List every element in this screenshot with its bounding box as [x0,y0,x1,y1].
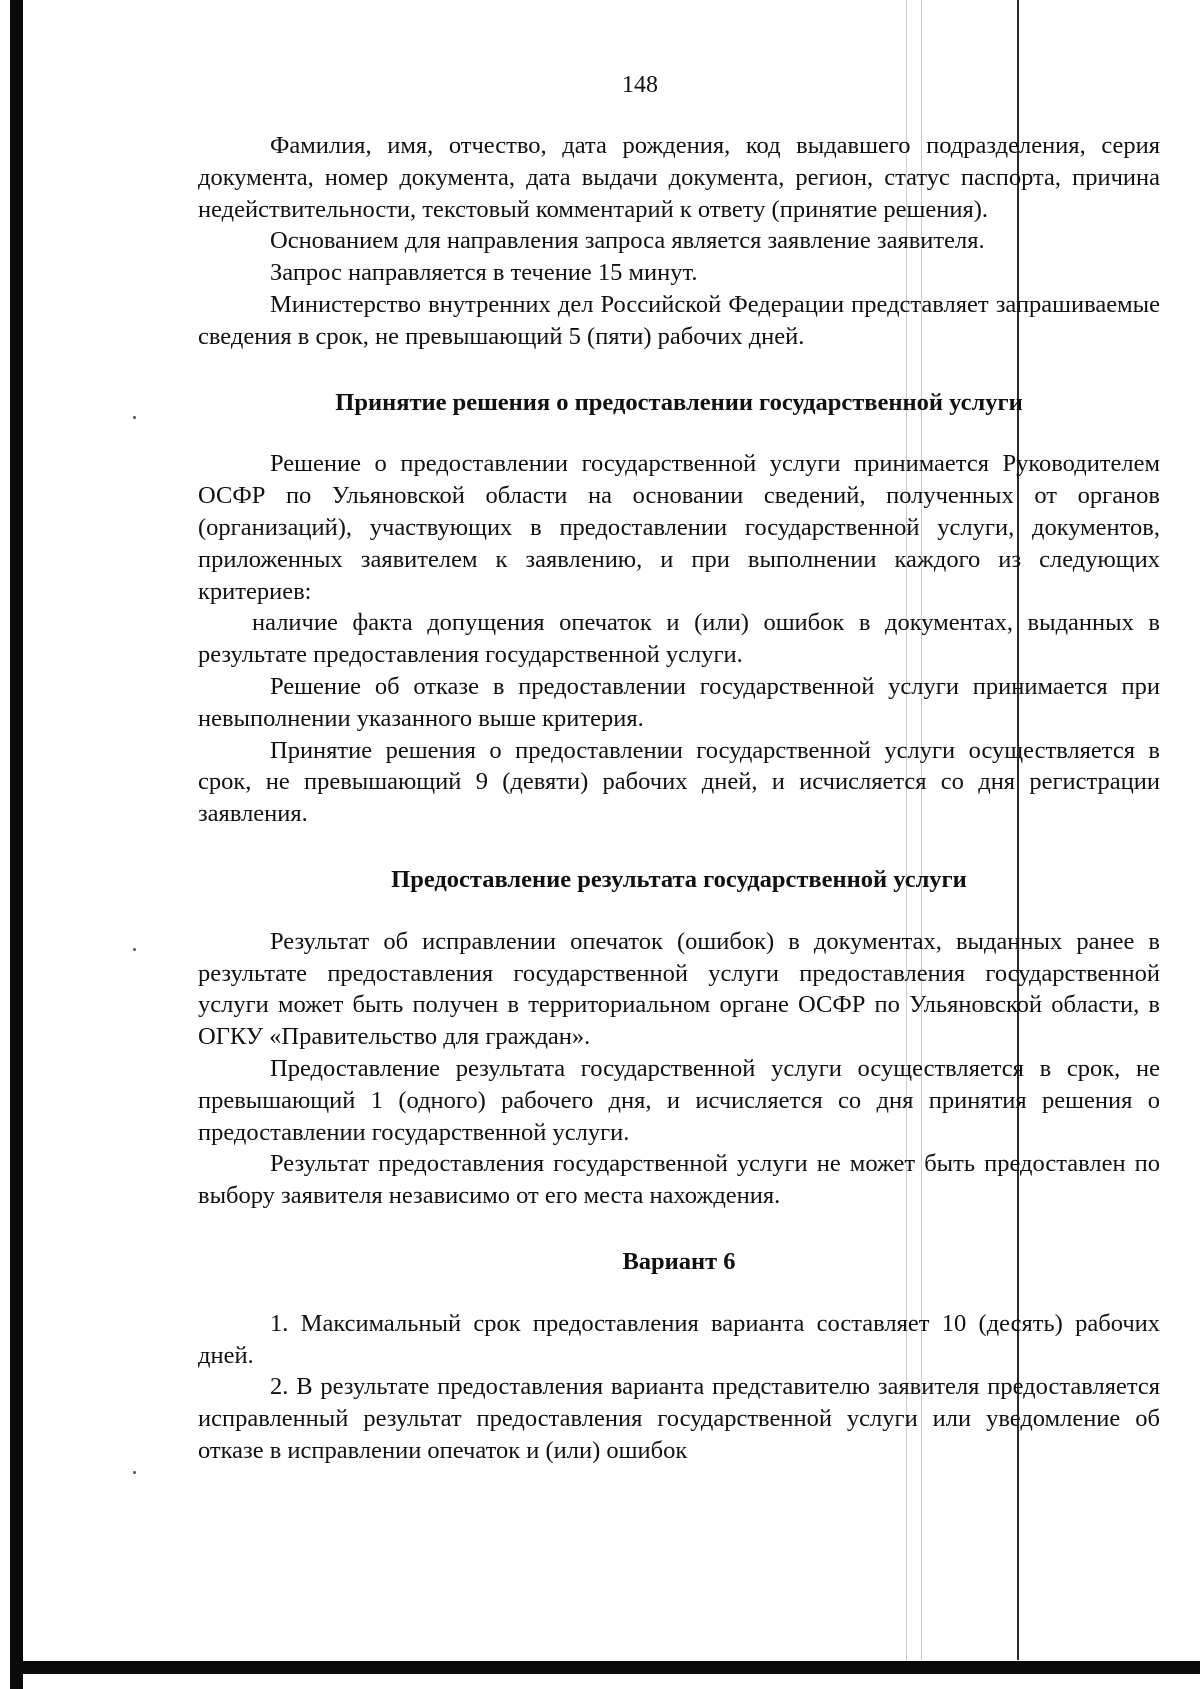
paragraph: Принятие решения о предоставлении государственной услуги осуществляется в срок, не превышающий 9 (девяти) рабочих дней, и исчисляется со дня регистрации заявления. [198,736,1160,828]
paragraph: Решение об отказе в предоставлении государственной услуги принимается при невыполнении указанного выше критерия. [198,672,1160,732]
page-number: 148 [622,72,658,98]
paragraph: Решение о предоставлении государственной услуги принимается Руководителем ОСФР по Ульяновской области на основании сведений, полученных от органов (организаций), участвующих в предоставлении государственной услуги, документов, приложенных заявителем к заявлению, и при выполнении каждого из следующих критериев: [198,450,1160,605]
paragraph: 2. В результате предоставления варианта представителю заявителя предоставляется исправленный результат предоставления государственной услуги или уведомление об отказе в исправлении опечаток и (или) ошибок [198,1373,1160,1464]
paragraph: Фамилия, имя, отчество, дата рождения, код выдавшего подразделения, серия документа, номер документа, дата выдачи документа, регион, статус паспорта, причина недействительности, текстовый комментарий к ответу (принятие решения). [198,132,1160,223]
paragraph: 1. Максимальный срок предоставления варианта составляет 10 (десять) рабочих дней. [198,1309,1160,1369]
paragraph: Основанием для направления запроса является заявление заявителя. [270,227,985,255]
scan-bottom-border [10,1661,1200,1674]
paragraph: Результат предоставления государственной услуги не может быть предоставлен по выбору заявителя независимо от его места нахождения. [198,1150,1160,1210]
document-body [198,130,1160,1467]
section-heading: Принятие решения о предоставлении государственной услуги [335,388,1023,416]
paragraph: Предоставление результата государственной услуги осуществляется в срок, не превышающий 1 (одного) рабочего дня, и исчисляется со дня принятия решения о предоставлении государственной услуги. [198,1054,1160,1146]
section-heading: Вариант 6 [622,1247,736,1275]
section-heading: Предоставление результата государственной услуги [391,865,967,893]
scan-left-border [10,0,23,1689]
scan-speck [133,416,136,419]
paragraph: Министерство внутренних дел Российской Федерации представляет запрашиваемые сведения в срок, не превышающий 5 (пяти) рабочих дней. [198,290,1160,350]
paragraph: наличие факта допущения опечаток и (или) ошибок в документах, выданных в результате предоставления государственной услуги. [198,609,1160,669]
scan-speck [133,948,136,951]
paragraph: Запрос направляется в течение 15 минут. [270,259,698,287]
scan-speck [133,1471,136,1474]
paragraph: Результат об исправлении опечаток (ошибок) в документах, выданных ранее в результате предоставления государственной услуги предоставления государственной услуги может быть получен в территориальном органе ОСФР по Ульяновской области, в ОГКУ «Правительство для граждан». [198,927,1160,1051]
